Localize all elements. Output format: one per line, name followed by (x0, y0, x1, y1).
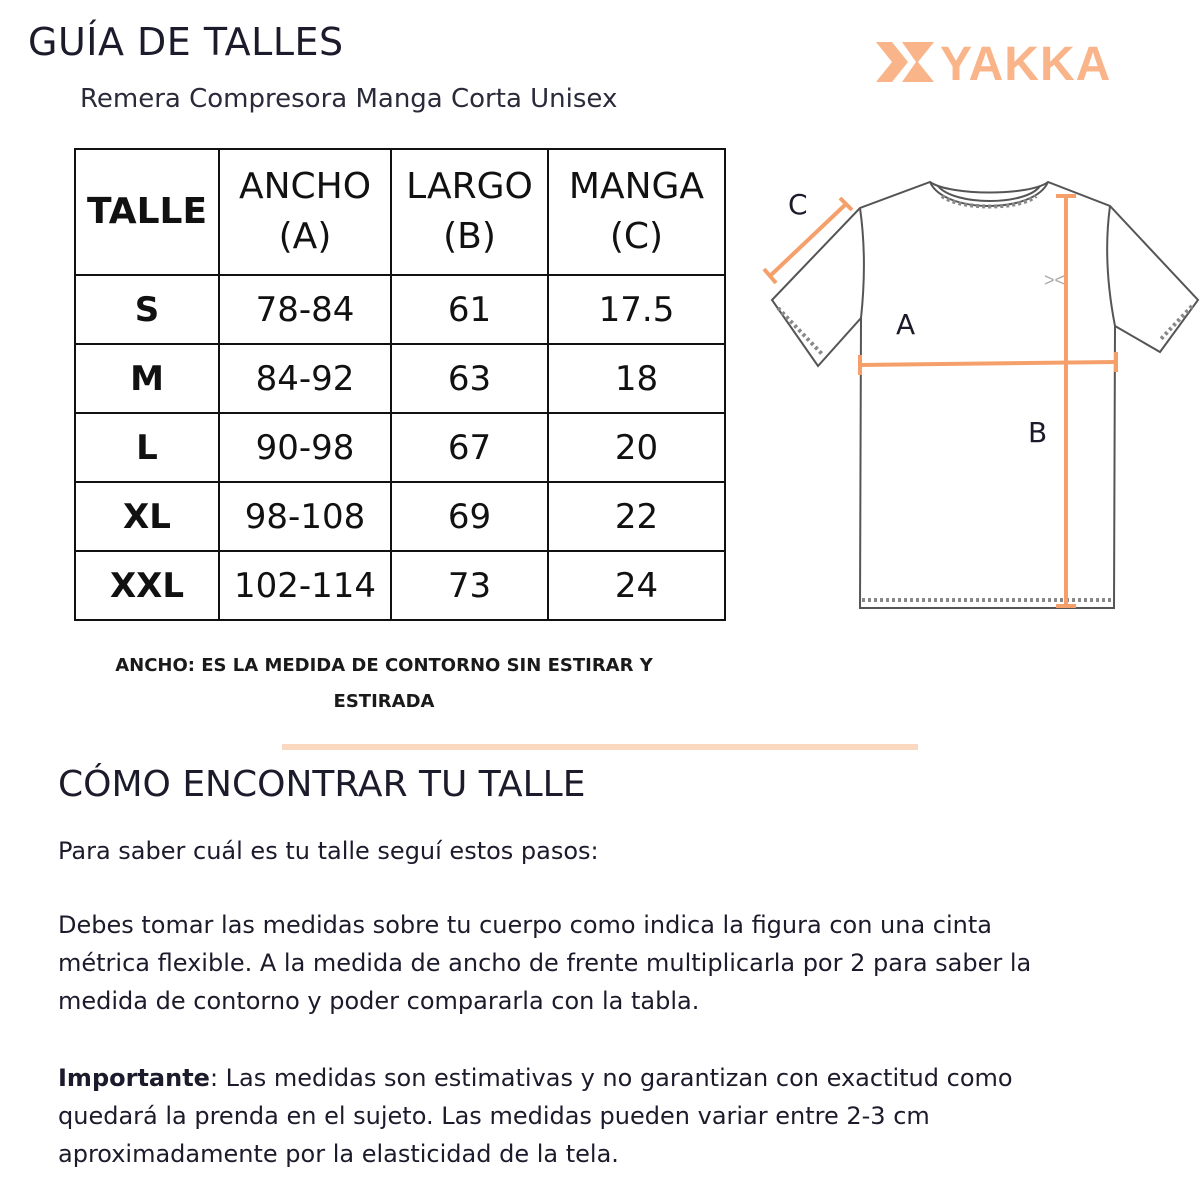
cell-largo: 73 (391, 551, 548, 620)
important-line: aproximadamente por la elasticidad de la tela. (58, 1140, 619, 1168)
label-b: B (1028, 416, 1048, 449)
cell-manga: 22 (548, 482, 725, 551)
cell-ancho: 84-92 (219, 344, 391, 413)
cell-manga: 24 (548, 551, 725, 620)
important-note (58, 1059, 1168, 1173)
howto-steps (58, 906, 1168, 1020)
cell-ancho: 90-98 (219, 413, 391, 482)
tshirt-outline-icon (772, 182, 1198, 608)
header-talle: TALLE (75, 149, 219, 275)
label-c: C (788, 188, 808, 221)
label-a: A (896, 308, 916, 341)
steps-line: Debes tomar las medidas sobre tu cuerpo como indica la figura con una cinta (58, 911, 992, 939)
cell-talle: XL (75, 482, 219, 551)
cell-manga: 20 (548, 413, 725, 482)
table-row (75, 344, 725, 413)
howto-heading: CÓMO ENCONTRAR TU TALLE (58, 764, 586, 805)
cell-largo: 61 (391, 275, 548, 344)
cell-talle: XXL (75, 551, 219, 620)
cell-ancho: 98-108 (219, 482, 391, 551)
measure-line-c (770, 204, 846, 276)
table-row (75, 275, 725, 344)
logo-mark-icon (876, 42, 934, 82)
table-row (75, 482, 725, 551)
important-label: Importante (58, 1064, 210, 1092)
header-manga: MANGA (C) (548, 149, 725, 275)
steps-line: métrica flexible. A la medida de ancho de frente multiplicarla por 2 para saber la (58, 949, 1032, 977)
cell-largo: 67 (391, 413, 548, 482)
howto-intro: Para saber cuál es tu talle seguí estos pasos: (58, 837, 599, 865)
hem-stitching (778, 196, 1192, 600)
cell-largo: 69 (391, 482, 548, 551)
important-text: : Las medidas son estimativas y no garantizan con exactitud como (209, 1064, 1013, 1092)
table-header-row (75, 149, 725, 275)
section-divider (282, 744, 918, 750)
size-table (74, 148, 726, 621)
cell-manga: 18 (548, 344, 725, 413)
ancho-note (74, 648, 694, 720)
cell-talle: S (75, 275, 219, 344)
cell-ancho: 102-114 (219, 551, 391, 620)
table-row (75, 413, 725, 482)
measure-lines (764, 196, 1116, 606)
logo-text: YAKKA (940, 38, 1112, 88)
header-ancho: ANCHO (A) (219, 149, 391, 275)
note-line-2: ESTIRADA (333, 691, 435, 712)
tshirt-diagram (760, 170, 1200, 630)
note-line-1: ANCHO: ES LA MEDIDA DE CONTORNO SIN ESTIRAR Y (115, 655, 653, 676)
chest-logo-icon: >< (1044, 270, 1066, 290)
cell-largo: 63 (391, 344, 548, 413)
important-line: quedará la prenda en el sujeto. Las medidas pueden variar entre 2-3 cm (58, 1102, 930, 1130)
cell-ancho: 78-84 (219, 275, 391, 344)
header-largo: LARGO (B) (391, 149, 548, 275)
measure-line-a (860, 362, 1116, 365)
cell-talle: L (75, 413, 219, 482)
cell-talle: M (75, 344, 219, 413)
cell-manga: 17.5 (548, 275, 725, 344)
yakka-logo (872, 36, 1172, 88)
table-row (75, 551, 725, 620)
product-subtitle: Remera Compresora Manga Corta Unisex (80, 84, 618, 114)
steps-line: medida de contorno y poder compararla con la tabla. (58, 987, 700, 1015)
page-title: GUÍA DE TALLES (28, 20, 344, 64)
